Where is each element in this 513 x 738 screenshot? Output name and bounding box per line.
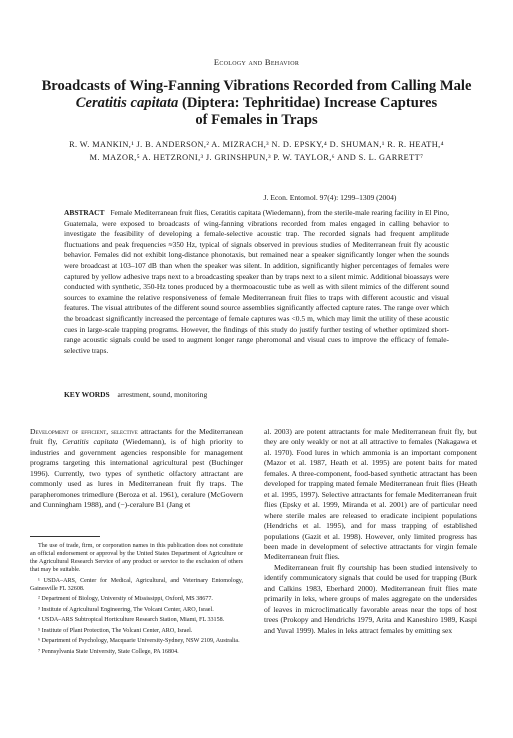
footnote: The use of trade, firm, or corporation names in this publication does not constitute an official endorsement or approval by the United States Department of Agriculture or the Agricultural Research Service of any product or service to the exclusion of others that may be suitable.: [30, 543, 243, 574]
footnote-divider: [30, 536, 100, 537]
right-paragraph-1: al. 2003) are potent attractants for male Mediterranean fruit fly, but they are only weakly or not at all attractive to females (Nakagawa et al. 1970). Food lures in which ammonia is an important component (Mazor et al. 1987, Heath et al. 1995) are potent baits for mated females. A three-component, food-based synthetic attractant has been developed for trapping mated female Mediterranean fruit flies (Heath et al. 1995, 1997). Selective attractants for female Mediterranean fruit flies (Epsky et al. 1999, Miranda et al. 2001) are of particular need where sterile males are released to eradicate incipient populations (Hendrichs et al. 1995), and for mass trapping of established populations (Gazit et al. 1998). However, only limited progress has been made in development of selective attractants for virgin female Mediterranean fruit flies.: [264, 427, 477, 562]
author-list: [30, 138, 483, 164]
authors-line-2: M. MAZOR,⁵ A. HETZRONI,³ J. GRINSHPUN,³ P. W. TAYLOR,⁶ AND S. L. GARRETT⁷: [89, 153, 424, 162]
body-lead-in: Development of efficient, selective: [30, 427, 138, 436]
title-line-2: [30, 95, 483, 112]
keywords-text: arrestment, sound, monitoring: [117, 390, 208, 399]
keywords: [64, 390, 449, 399]
title-line-1: Broadcasts of Wing-Fanning Vibrations Recorded from Calling Male: [41, 78, 472, 94]
footnote: ² Department of Biology, University of Mississippi, Oxford, MS 38677.: [38, 596, 213, 603]
right-column-body: [264, 427, 477, 636]
body-text-1: attractants for the Mediterranean fruit fly,: [30, 427, 243, 447]
footnote: ⁷ Pennsylvania State University, State College, PA 16804.: [38, 648, 179, 655]
footnote: ⁶ Department of Psychology, Macquarie University-Sydney, NSW 2109, Australia.: [38, 638, 240, 645]
right-paragraph-2: Mediterranean fruit fly courtship has been studied intensively to identify communicatory signals that could be used for trapping (Burk and Calkins 1983, Eberhard 2000). Mediterranean fruit flies mate primarily in leks, where groups of males aggregate on the undersides of leaves in microclimatically favorable areas near the tops of host trees (Prokopy and Hendrichs 1979, Arita and Kaneshiro 1989, Kaspi and Yuval 1999). Males in leks attract females by emitting sex: [264, 562, 477, 635]
abstract-label: ABSTRACT: [64, 208, 105, 217]
title-species-name: Ceratitis capitata: [75, 95, 179, 111]
abstract-text: Female Mediterranean fruit flies, Ceratitis capitata (Wiedemann), from the sterile-male rearing facility in El Pino, Guatemala, were exposed to broadcasts of wing-fanning vibrations recorded from males engaged in calling behavior to investigate the feasibility of developing a female-selective acoustic trap. The recorded signals had frequent amplitude fluctuations and peak frequencies ≈350 Hz, typical of signals observed in previous studies of Mediterranean fruit fly acoustic behavior. Females did not exhibit long-distance phonotaxis, but remained near a speaker significantly longer when the sounds were broadcast at 103–107 dB than when the speaker was silent. In addition, significantly higher percentages of females were captured by yellow adhesive traps next to a broadcasting speaker than by traps next to a silent mimic. Additional bioassays were conducted with synthetic, 350-Hz tones produced by a thermoacoustic tube as well as with silent mimics of the different sound sources to examine the relative responsiveness of female Mediterranean fruit flies to traps with different acoustic and visual features. The visual attributes of the different sound source assemblies significantly affected capture rates. The range over which the broadcast significantly increased the percentage of female captures was <0.5 m, which may limit the utility of these acoustic cues in large-scale trapping programs. However, the findings of this study do justify further testing of whether optimized short-range acoustic signals could be used to augment longer range pheromonal and visual cues to improve the efficacy of female-selective traps.: [64, 208, 449, 355]
footnote: ³ Institute of Agricultural Engineering, The Volcani Center, ARO, Israel.: [38, 606, 214, 613]
footnotes: [30, 542, 243, 658]
article-title: [30, 78, 483, 129]
authors-line-1: R. W. MANKIN,¹ J. B. ANDERSON,² A. MIZRACH,³ N. D. EPSKY,⁴ D. SHUMAN,¹ R. R. HEATH,⁴: [69, 140, 444, 149]
journal-citation: J. Econ. Entomol. 97(4): 1299–1309 (2004): [263, 193, 397, 202]
footnote: ⁵ Institute of Plant Protection, The Volcani Center, ARO, Israel.: [38, 627, 193, 634]
section-heading: Ecology and Behavior: [213, 57, 300, 67]
footnote: ⁴ USDA–ARS Subtropical Horticulture Research Station, Miami, FL 33158.: [38, 617, 225, 624]
body-text-2: (Wiedemann), is of high priority to industries and government agencies responsible for management programs targeting this international agricultural pest (Buchinger 1996). Currently, two types of synthetic olfactory attractant are commonly used as lures in Mediterranean fruit fly traps. The parapheromones trimedlure (Beroza et al. 1961), ceralure (McGovern and Cunningham 1988), and (−)-ceralure B1 (Jang et: [30, 437, 243, 510]
abstract: [64, 208, 449, 356]
title-line-2-rest: (Diptera: Tephritidae) Increase Captures: [178, 95, 438, 111]
title-line-3: of Females in Traps: [195, 112, 318, 128]
keywords-label: KEY WORDS: [64, 390, 110, 399]
body-species-name: Ceratitis capitata: [62, 437, 119, 447]
left-column-body: [30, 427, 243, 511]
footnote: ¹ USDA–ARS, Center for Medical, Agricultural, and Veterinary Entomology, Gainesville FL 32608.: [30, 577, 243, 592]
